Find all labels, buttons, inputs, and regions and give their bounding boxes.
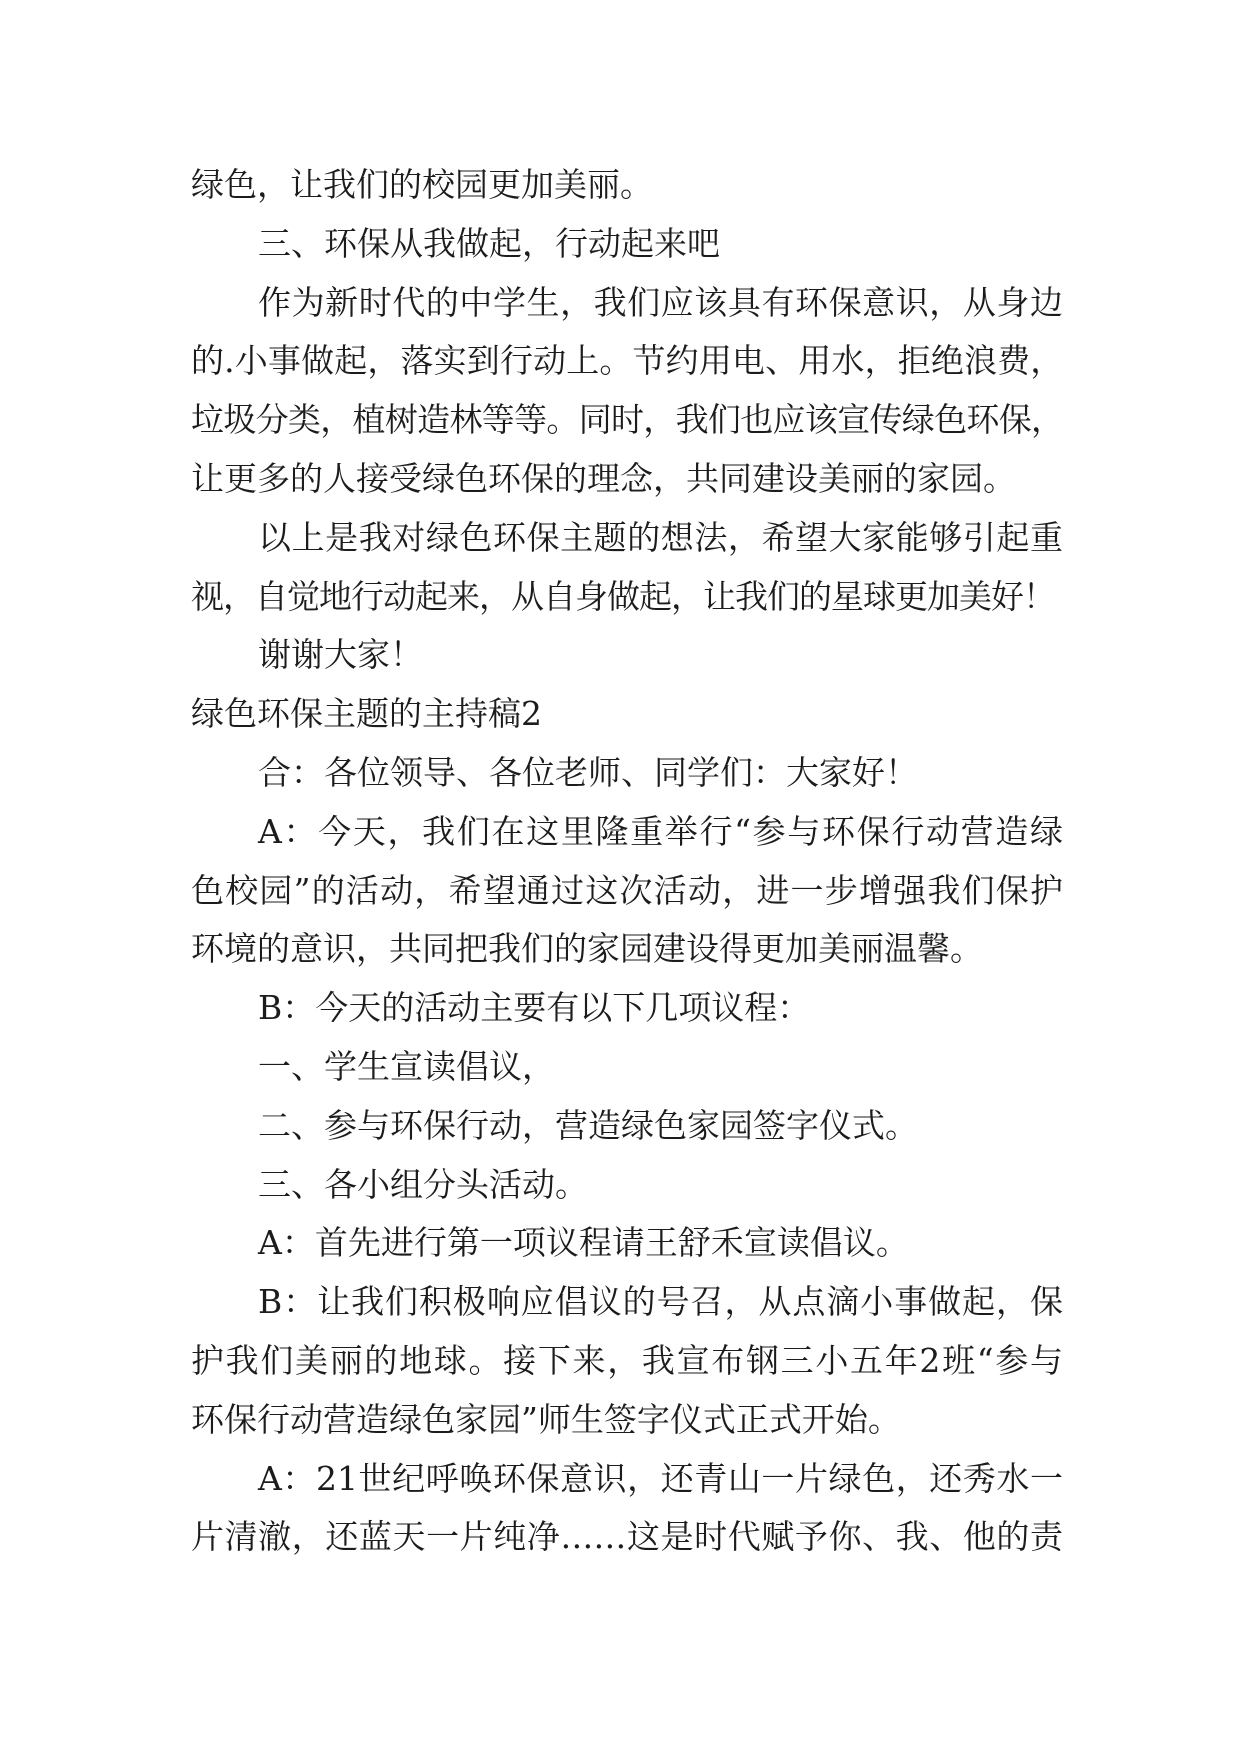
text-line: 垃圾分类，植树造林等等。同时，我们也应该宣传绿色环保， (191, 400, 1063, 440)
text-line: 视，自觉地行动起来，从自身做起，让我们的星球更加美好！ (191, 576, 1055, 616)
paragraph (191, 744, 1063, 803)
text-line: 三、各小组分头活动。 (258, 1164, 588, 1204)
text-line: B：今天的活动主要有以下几项议程： (258, 988, 811, 1028)
paragraph (191, 156, 1063, 215)
text-line: 环境的意识，共同把我们的家园建设得更加美丽温馨。 (191, 929, 983, 969)
text-line: 作为新时代的中学生，我们应该具有环保意识，从身边 (258, 282, 1063, 322)
text-line: 环保行动营造绿色家园”师生签字仪式正式开始。 (191, 1399, 901, 1439)
document-body (191, 156, 1063, 1567)
paragraph (191, 626, 1063, 685)
paragraph (191, 979, 1063, 1038)
agenda-item (191, 1038, 1063, 1097)
paragraph (191, 1450, 1063, 1568)
text-line: 谢谢大家！ (258, 635, 423, 675)
text-line: 三、环保从我做起，行动起来吧 (258, 223, 720, 263)
text-line: 色校园”的活动，希望通过这次活动，进一步增强我们保护 (191, 870, 1063, 910)
text-line: 让更多的人接受绿色环保的理念，共同建设美丽的家园。 (191, 458, 1016, 498)
text-line: 的.小事做起，落实到行动上。节约用电、用水，拒绝浪费， (191, 341, 1063, 381)
paragraph (191, 274, 1063, 509)
text-line: 二、参与环保行动，营造绿色家园签字仪式。 (258, 1105, 918, 1145)
text-line: B：让我们积极响应倡议的号召，从点滴小事做起，保 (258, 1282, 1063, 1322)
text-line: 以上是我对绿色环保主题的想法，希望大家能够引起重 (258, 517, 1063, 557)
section-heading (191, 215, 1063, 274)
agenda-item (191, 1156, 1063, 1215)
text-line: A：首先进行第一项议程请王舒禾宣读倡议。 (258, 1223, 909, 1263)
text-line: A：21世纪呼唤环保意识，还青山一片绿色，还秀水一 (258, 1458, 1063, 1498)
text-line: 绿色，让我们的校园更加美丽。 (191, 165, 653, 204)
paragraph (191, 803, 1063, 979)
text-line: 合：各位领导、各位老师、同学们：大家好！ (258, 752, 918, 792)
document-title (191, 685, 1063, 744)
paragraph (191, 1273, 1063, 1449)
text-line: A：今天，我们在这里隆重举行“参与环保行动营造绿 (258, 811, 1063, 851)
title-line: 绿色环保主题的主持稿2 (191, 694, 542, 734)
text-line: 护我们美丽的地球。接下来，我宣布钢三小五年2班“参与 (191, 1340, 1063, 1380)
text-line: 一、学生宣读倡议， (258, 1046, 555, 1086)
text-line: 片清澈，还蓝天一片纯净……这是时代赋予你、我、他的责 (191, 1517, 1063, 1557)
paragraph (191, 1214, 1063, 1273)
paragraph (191, 509, 1063, 627)
agenda-item (191, 1097, 1063, 1156)
